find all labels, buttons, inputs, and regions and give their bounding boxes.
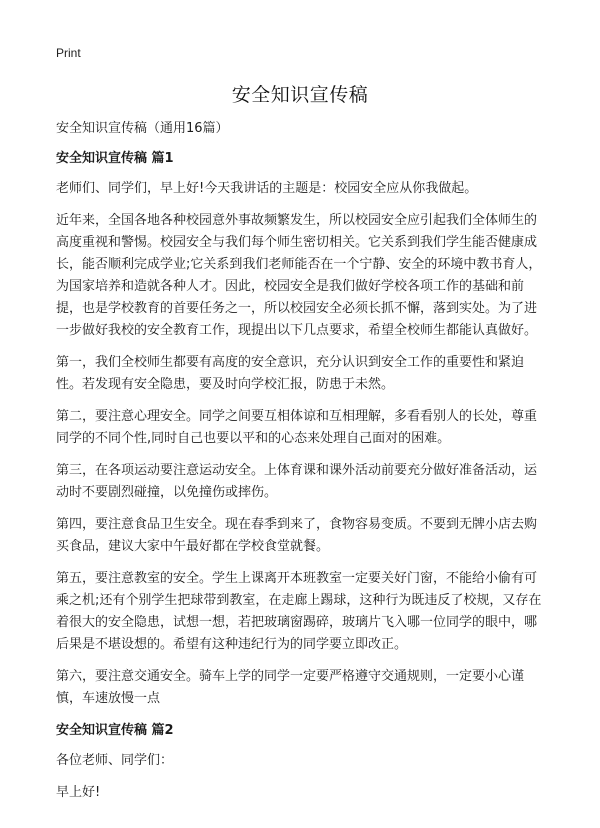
paragraph: 早上好! [56,785,101,800]
section-heading-2: 安全知识宣传稿 篇2 [56,723,174,738]
paragraph: 第二，要注意心理安全。同学之间要互相体谅和互相理解，多看看别人的长处，尊重同学的不同个性,同时自己也要以平和的心态来处理自己面对的困难。 [56,409,538,446]
paragraph: 第六，要注意交通安全。骑车上学的同学一定要严格遵守交通规则，一定要小心谨慎，车速放慢一点 [56,669,525,706]
paragraph: 第四，要注意食品卫生安全。现在春季到来了，食物容易变质。不要到无牌小店去购买食品，建议大家中午最好都在学校食堂就餐。 [56,517,538,554]
section-heading-1: 安全知识宣传稿 篇1 [56,151,174,166]
paragraph: 第一，我们全校师生都要有高度的安全意识，充分认识到安全工作的重要性和紧迫性。若发现有安全隐患，要及时向学校汇报，防患于未然。 [56,355,525,392]
page-title: 安全知识宣传稿 [231,84,369,106]
print-link[interactable]: Print [56,46,81,60]
paragraph: 第三，在各项运动要注意运动安全。上体育课和课外活动前要充分做好准备活动，运动时不要剧烈碰撞，以免撞伤或摔伤。 [56,463,538,500]
document-body [56,118,548,814]
document-subtitle: 安全知识宣传稿（通用16篇） [56,121,229,136]
paragraph: 各位老师、同学们： [56,753,174,768]
paragraph: 第五，要注意教室的安全。学生上课离开本班教室一定要关好门窗，不能给小偷有可乘之机;还有个别学生把球带到教室，在走廊上踢球，这种行为既违反了校规，又存在着很大的安全隐患，试想一想，若把玻璃窗踢碎，玻璃片飞入哪一位同学的眼中，哪后果是不堪设想的。希望有这种违纪行为的同学要立即改正。 [56,571,542,652]
paragraph: 近年来，全国各地各种校园意外事故频繁发生，所以校园安全应引起我们全体师生的高度重视和警惕。校园安全与我们每个师生密切相关。它关系到我们学生能否健康成长，能否顺利完成学业;它关系到我们老师能否在一个宁静、安全的环境中教书育人，为国家培养和造就各种人才。因此，校园安全是我们做好学校各项工作的基础和前提，也是学校教育的首要任务之一，所以校园安全必须长抓不懈，落到实处。为了进一步做好我校的安全教育工作，现提出以下几点要求，希望全校师生都能认真做好。 [56,213,542,338]
paragraph: 老师们、同学们，早上好!今天我讲话的主题是：校园安全应从你我做起。 [56,181,478,196]
